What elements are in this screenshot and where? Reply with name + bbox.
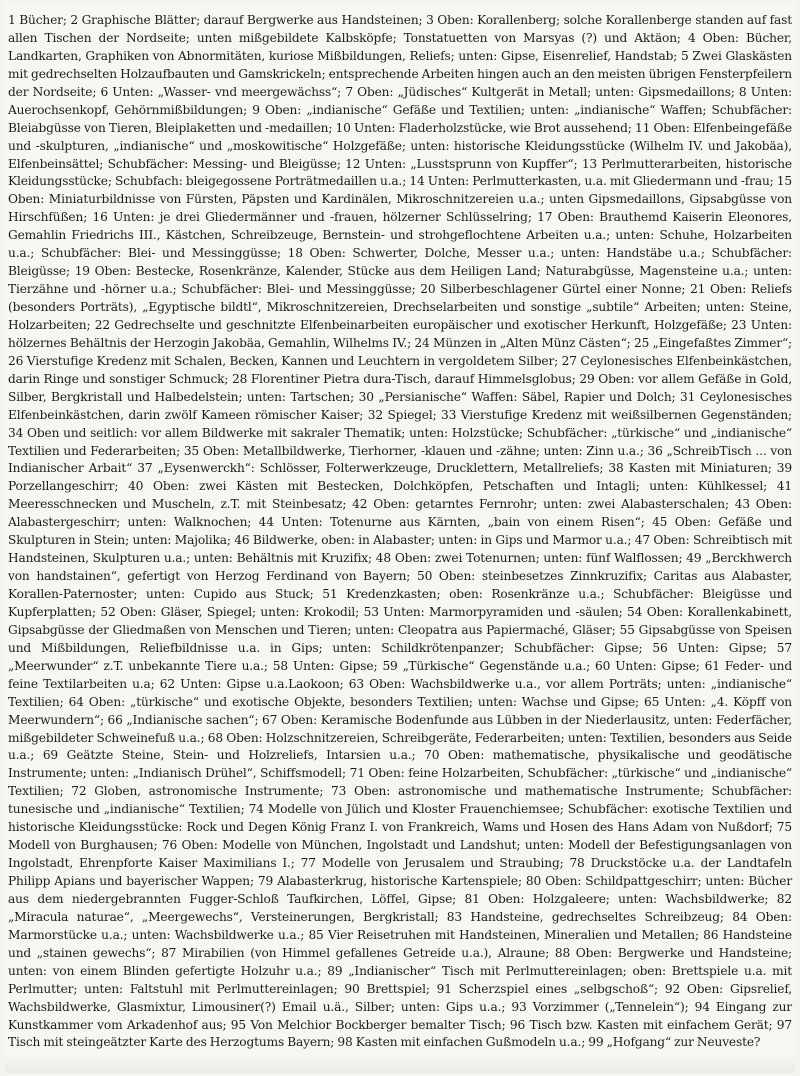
page-bottom-shadow (5, 1055, 795, 1073)
document-page (5, 3, 795, 1073)
caption-text: 1 Bücher; 2 Graphische Blätter; darauf Bergwerke aus Handsteinen; 3 Oben: Korallenberg; solche Korallenberge standen auf fast allen Tischen der Nordseite; unten mißgebildete Kalbsköpfe; Tonstatuetten von Marsyas (?) und Aktäon; 4 Oben: Bücher, Landkarten, Graphiken von Abnormitäten, kuriose Mißbildungen, Reliefs; unten: Gipse, Eisenrelief, Handstab; 5 Zwei Glaskästen mit gedrechselten Holzaufbauten und Gamskrickeln; entsprechende Arbeiten hingen auch an den meisten übrigen Fensterpfeilern der Nordseite; 6 Unten: „Wasser- vnd meergewächss“; 7 Oben: „Jüdisches“ Kultgerät in Metall; unten: Gipsmedaillons; 8 Unten: Auerochsenkopf, Gehörnmißbildungen; 9 Oben: „indianische“ Gefäße und Textilien; unten: „indianische“ Waffen; Schubfächer: Bleiabgüsse von Tieren, Bleiplaketten und -medaillen; 10 Unten: Fladerholzstücke, wie Brot aussehend; 11 Oben: Elfenbeingefäße und -skulpturen, „indianische“ und „moskowitische“ Holzgefäße; unten: historische Kleidungsstücke (Wilhelm IV. und Jakobäa), Elfenbeinsättel; Schubfächer: Messing- und Bleigüsse; 12 Unten: „Lusstsprunn von Kupffer“; 13 Perlmutterarbeiten, historische Kleidungsstücke; Schubfach: bleigegossene Porträtmedaillen u.a.; 14 Unten: Perlmutterkasten, u.a. mit Gliedermann und -frau; 15 Oben: Miniaturbildnisse von Fürsten, Päpsten und Kardinälen, Mikroschnitzereien u.a.; unten Gipsmedaillons, Gipsabgüsse von Hirschfüßen; 16 Unten: je drei Gliedermänner und -frauen, hölzerner Schlüsselring; 17 Oben: Brauthemd Kaiserin Eleonores, Gemahlin Friedrichs III., Kästchen, Schreibzeuge, Bernstein- und strohgeflochtene Arbeiten u.a.; unten: Schuhe, Holzarbeiten u.a.; Schubfächer: Blei- und Messinggüsse; 18 Oben: Schwerter, Dolche, Messer u.a.; unten: Handstäbe u.a.; Schubfächer: Bleigüsse; 19 Oben: Bestecke, Rosenkränze, Kalender, Stücke aus dem Heiligen Land; Naturabgüsse, Magensteine u.a.; unten: Tierzähne und -hörner u.a.; Schubfächer: Blei- und Messinggüsse; 20 Silberbeschlagener Gürtel einer Nonne; 21 Oben: Reliefs (besonders Porträts), „Egyptische bildtl“, Mikroschnitzereien, Drechselarbeiten und sonstige „subtile“ Arbeiten; unten: Steine, Holzarbeiten; 22 Gedrechselte und geschnitzte Elfenbeinarbeiten europäischer und exotischer Herkunft, Holzgefäße; 23 Unten: hölzernes Behältnis der Herzogin Jakobäa, Gemahlin, Wilhelms IV.; 24 Münzen in „Alten Münz Cästen“; 25 „Eingefaßtes Zimmer“; 26 Vierstufige Kredenz mit Schalen, Becken, Kannen und Leuchtern in vergoldetem Silber; 27 Ceylonesisches Elfenbeinkästchen, darin Ringe und sonstiger Schmuck; 28 Florentiner Pietra dura-Tisch, darauf Himmelsglobus; 29 Oben: vor allem Gefäße in Gold, Silber, Bergkristall und Halbedelstein; unten: Tartschen; 30 „Persianische“ Waffen: Säbel, Rapier und Dolch; 31 Ceylonesisches Elfenbeinkästchen, darin zwölf Kameen römischer Kaiser; 32 Spiegel; 33 Vierstufige Kredenz mit weißsilbernen Gegenständen; 34 Oben und seitlich: vor allem Bildwerke mit sakraler Thematik; unten: Holzstücke; Schubfächer: „türkische“ und „indianische“ Textilien und Federarbeiten; 35 Oben: Metallbildwerke, Tierhorner, -klauen und -zähne; unten: Zinn u.a.; 36 „SchreibTisch ... von Indianischer Arbait“ 37 „Eysenwerckh“: Schlösser, Folterwerkzeuge, Drucklettern, Metallreliefs; 38 Kasten mit Miniaturen; 39 Porzellangeschirr; 40 Oben: zwei Kästen mit Bestecken, Dolchköpfen, Petschaften und Intagli; unten: Kühlkessel; 41 Meeresschnecken und Muscheln, z.T. mit Steinbesatz; 42 Oben: getarntes Fernrohr; unten: zwei Alabasterschalen; 43 Oben: Alabastergeschirr; unten: Walknochen; 44 Unten: Totenurne aus Kärnten, „bain von einem Risen“; 45 Oben: Gefäße und Skulpturen in Stein; unten: Majolika; 46 Bildwerke, oben: in Alabaster; unten: in Gips und Marmor u.a.; 47 Oben: Schreibtisch mit Handsteinen, Skulpturen u.a.; unten: Behältnis mit Kruzifix; 48 Oben: zwei Totenurnen; unten: fünf Walflossen; 49 „Berckhwerch von handstainen“, gefertigt von Herzog Ferdinand von Bayern; 50 Oben: steinbesetzes Zinnkruzifix; Caritas aus Alabaster, Korallen-Paternoster; unten: Cupido aus Stuck; 51 Kredenzkasten; oben: Rosenkränze u.a.; Schubfächer: Bleigüsse und Kupferplatten; 52 Oben: Gläser, Spiegel; unten: Krokodil; 53 Unten: Marmorpyramiden und -säulen; 54 Oben: Korallenkabinett, Gipsabgüsse der Gliedmaßen von Menschen und Tieren; unten: Cleopatra aus Papiermaché, Gläser; 55 Gipsabgüsse von Speisen und Mißbildungen, Reliefbildnisse u.a. in Gips; unten: Schildkrötenpanzer; Schubfächer: Gipse; 56 Unten: Gipse; 57 „Meerwunder“ z.T. unbekannte Tiere u.a.; 58 Unten: Gipse; 59 „Türkische“ Gegenstände u.a.; 60 Unten: Gipse; 61 Feder- und feine Textilarbeiten u.a; 62 Unten: Gipse u.a.Laokoon; 63 Oben: Wachsbildwerke u.a., vor allem Porträts; unten: „indianische“ Textilien; 64 Oben: „türkische“ und exotische Objekte, besonders Textilien; unten: Wachse und Gipse; 65 Unten: „4. Köpff von Meerwundern“; 66 „Indianische sachen“; 67 Oben: Keramische Bodenfunde aus Lübben in der Niederlausitz, unten: Federfächer, mißgebildeter Schweinefuß u.a.; 68 Oben: Holzschnitzereien, Schreibgeräte, Federarbeiten; unten: Textilien, besonders aus Seide u.a.; 69 Geätzte Steine, Stein- und Holzreliefs, Intarsien u.a.; 70 Oben: mathematische, physikalische und geodätische Instrumente; unten: „Indianisch Drühel“, Schiffsmodell; 71 Oben: feine Holzarbeiten, Schubfächer: „türkische“ und „indianische“ Textilien; 72 Globen, astronomische Instrumente; 73 Oben: astronomische und mathematische Instrumente; Schubfächer: tunesische und „indianische“ Textilien; 74 Modelle von Jülich und Kloster Frauenchiemsee; Schubfächer: exotische Textilien und historische Kleidungsstücke: Rock und Degen König Franz I. von Frankreich, Wams und Hosen des Hans Adam von Nußdorf; 75 Modell von Burghausen; 76 Oben: Modelle von München, Ingolstadt und Landshut; unten: Modell der Befestigungsanlagen von Ingolstadt, Ehrenpforte Kaiser Maximilians I.; 77 Modelle von Jerusalem und Straubing; 78 Druckstöcke u.a. der Landtafeln Philipp Apians und bayerischer Wappen; 79 Alabasterkrug, historische Kartenspiele; 80 Oben: Schildpattgeschirr; unten: Bücher aus dem niedergebrannten Fugger-Schloß Taufkirchen, Löffel, Gipse; 81 Oben: Holzgaleere; unten: Wachsbildwerke; 82 „Miracula naturae“, „Meergewechs“, Versteinerungen, Bergkristall; 83 Handsteine, gedrechseltes Schreibzeug; 84 Oben: Marmorstücke u.a.; unten: Wachsbildwerke u.a.; 85 Vier Reisetruhen mit Handsteinen, Mineralien und Metallen; 86 Handsteine und „stainen gewechs“; 87 Mirabilien (von Himmel gefallenes Getreide u.a.), Alraune; 88 Oben: Bergwerke und Handsteine; unten: von einem Blinden gefertigte Holzuhr u.a.; 89 „Indianischer“ Tisch mit Perlmuttereinlagen; oben: Brettspiele u.a. mit Perlmutter; unten: Faltstuhl mit Perlmuttereinlagen; 90 Brettspiel; 91 Scherzspiel eines „selbgschoß“; 92 Oben: Gipsrelief, Wachsbildwerke, Glasmixtur, Limousiner(?) Email u.ä., Silber; unten: Gips u.a.; 93 Vorzimmer („Tennelein“); 94 Eingang zur Kunstkammer vom Arkadenhof aus; 95 Von Melchior Bockberger bemalter Tisch; 96 Tisch bzw. Kasten mit einfachem Gerät; 97 Tisch mit steingeätzter Karte des Herzogtums Bayern; 98 Kasten mit einfachen Gußmodeln u.a.; 99 „Hofgang“ zur Neuveste? (8, 13, 792, 1050)
